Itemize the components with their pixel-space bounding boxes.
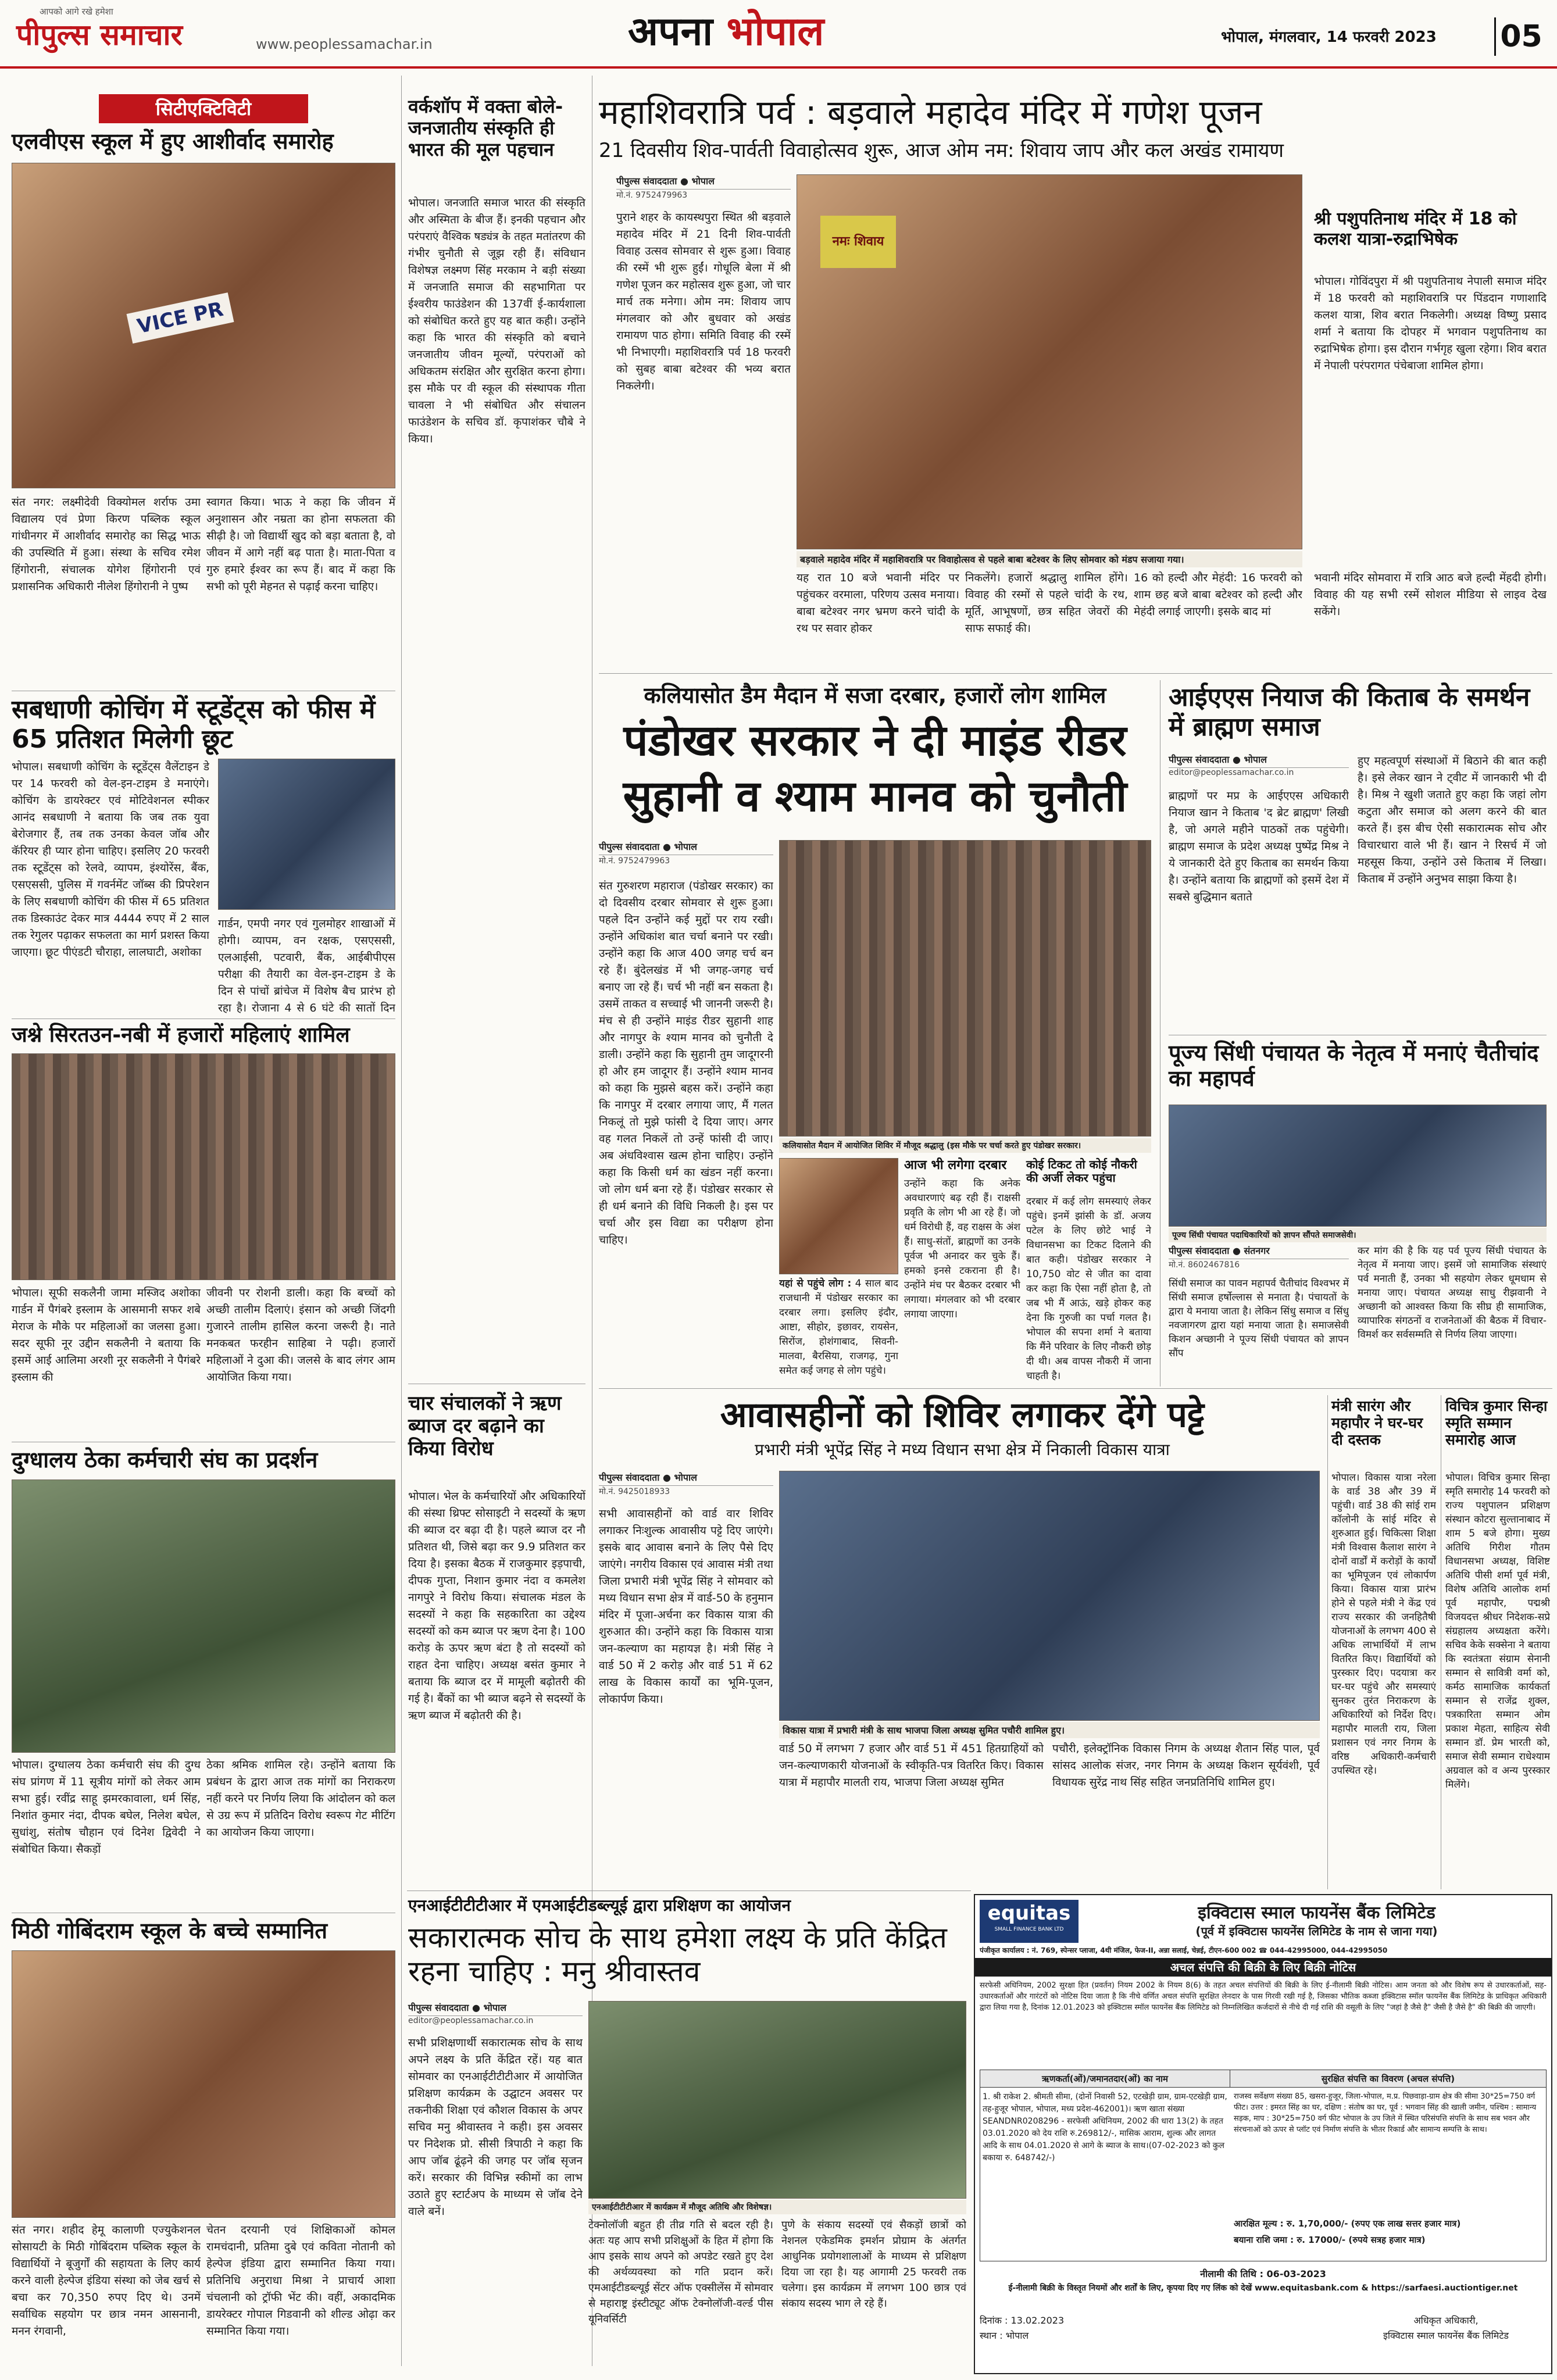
bank-table-header-right: सुरक्षित संपत्ति का विवरण (अचल संपत्ति) <box>1230 2070 1546 2088</box>
top-story-byline: पीपुल्स संवाददाता ● भोपाल मो.नं. 9752479963 <box>616 174 791 201</box>
story5-text-left <box>12 2222 201 2374</box>
sindhi-byline-place: संतनगर <box>1244 1245 1270 1256</box>
bank-auction-date: नीलामी की तिथि : 06-03-2023 <box>1200 2268 1326 2279</box>
story2-para1: भोपाल। सबधाणी कोचिंग के स्टूडेंट्स वैलेंटाइन डे पर 14 फरवरी को वेल-इन-टाइम डे मनाएंगे। कोचिंग के डायरेक्टर एवं मोटिवेशनल स्पीकर आनंद सबधाणी ने बताया कि जब तक युवा बेरोजगार हैं, तब तक उनका केवल जॉब और कॅरियर ही प्यार होना चाहिए। इसलिए 20 फरवरी तक स्टूडेंट्स को रेलवे, व्यापम, इंश्योरेंस, बैंक, एसएससी, पुलिस में गवर्नमेंट जॉब्स की प्रिपरेशन के लिए सबधाणी कोचिंग की फीस में 65 प्रतिशत तक डिस्काउंट देकर मात्र 4444 रुपए में 2 साल तक रेगुलर पढ़ाकर सफलता का मार्ग प्रशस्त किया जाएगा। छूट पीएंडटी चौराहा, लालघाटी, अशोका <box>12 760 209 959</box>
inset-caption-text: 4 साल बाद राजधानी में पंडोखर सरकार का दरबार लगा। इसलिए इंदौर, आष्टा, सीहोर, इछावर, रायसेन, सिरोंज, होशंगाबाद, सिवनी-मालवा, बैरसिया, राजगढ़, गुना समेत कई जगह से लोग पहुंचे। <box>779 1278 898 1377</box>
bank-logo-text: equitas <box>987 1902 1071 1925</box>
loan-headline: चार संचालकों ने ऋण ब्याज दर बढ़ाने का किया विरोध <box>408 1392 562 1461</box>
loan-para: भोपाल। भेल के कर्मचारियों और अधिकारियों की संस्था थ्रिफ्ट सोसाइटी ने सदस्यों के ऋण की ब्याज दर बढ़ा दी है। पहले ब्याज दर नौ प्रतिशत थी, जिसे बढ़ा कर 9.9 प्रतिशत कर दिया है। इसका बैठक में राजकुमार इड़पाची, दीपक गुप्ता, निशान कुमार नंदा व कमलेश नागपुरे ने विरोध किया। संचालक मंडल के सदस्यों ने कहा कि सहकारिता का उद्देश्य सदस्यों को कम ब्याज पर ऋण देना है। 100 करोड़ के ऊपर ऋण बंटा है तो सदस्यों को राहत देना चाहिए। अध्यक्ष बसंत कुमार ने बताया कि ब्याज दर में मामूली बढ़ोतरी की गई है। बैंकों का भी ब्याज बढ़ने से सदस्यों के ऋण ब्याज में बढ़ोतरी की है। <box>408 1490 585 1722</box>
bank-property-cell: राजस्व सर्वेक्षण संख्या 85, खसरा-हुजूर, जिला-भोपाल, म.प्र. पिछवाड़ा-ग्राम क्षेत्र की सीमा 30*25=750 वर्ग फीट। उत्तर : इमरत सिंह का घर, दक्षिण : संतोष का घर, पूर्व : भगवान सिंह की खाली जमीन, पश्चिम : सामान्य सड़क, माप : 30*25=750 वर्ग फीट भोपाल के उप जिले में स्थित परिसंपत्ति संपत्ति के साथ सब भवन और संरचनाओं को ऊपर से प्लॉट एवं निर्माण संपत्ति के भीतर रिकार्ड और सामान्य सम्पत्ति के साथ। <box>1234 2092 1537 2134</box>
bank-table <box>980 2070 1547 2261</box>
sindhi-text-left <box>1169 1277 1349 1384</box>
story1-photo-sash: VICE PR <box>127 292 234 344</box>
section-title <box>628 8 824 55</box>
awas-byline-phone: मो.नं. 9425018933 <box>599 1487 670 1496</box>
sinha-headline: विचित्र कुमार सिन्हा स्मृति सम्मान समारोह आज <box>1445 1398 1548 1448</box>
darbar-today-para: उन्होंने कहा कि अनेक अवधारणाएं बढ़ रही हैं। राक्षसी प्रवृति के लोग भी आ रहे हैं। जो धर्म विरोधी हैं, वह राक्षस के अंश हैं। साधु-संतों, ब्राह्मणों का उनके पूर्वज भी अनादर कर चुके हैं। हमको इनसे टकराना ही है। उन्होंने मंच पर बैठकर दरबार भी लगाया। मंगलवार को भी दरबार लगाया जाएगा। <box>904 1178 1020 1320</box>
lead-byline-place: भोपाल <box>674 841 697 852</box>
awas-byline-name: पीपुल्स संवाददाता <box>599 1472 660 1483</box>
sindhi-para2: कर मांग की है कि यह पर्व पूज्य सिंधी पंचायत के नेतृत्व में मनाया जाए। इसमें जो सामाजिक संस्थाएं पर्व मनाती हैं, उनका भी सहयोग लेकर धूमधाम से मनाया जाए। पंचायत अध्यक्ष साधु रीझवानी ने अच्छानी को आश्वस्त किया कि सीघ्र ही सामाजिक, व्यापारिक संगठनों व राजनेताओं की बैठक में विचार-विमर्श कर सर्वसम्मति से निर्णय लिया जाएगा। <box>1358 1245 1547 1341</box>
story1-headline: एलवीएस स्कूल में हुए आशीर्वाद समारोह <box>12 128 334 154</box>
sinha-para: भोपाल। विचित्र कुमार सिन्हा स्मृति समारोह 14 फरवरी को राज्य पशुपालन प्रशिक्षण संस्थान कोटरा सुल्तानाबाद में शाम 5 बजे होगा। मुख्य अतिथि गिरीश गौतम विधानसभा अध्यक्ष, विशिष्ट अतिथि पीसी शर्मा पूर्व मंत्री, विशेष अतिथि आलोक शर्मा पूर्व महापौर, पद्मश्री विजयदत्त श्रीधर निदेशक-सप्रे संग्रहालय अध्यक्षता करेंगे। सचिव केके सक्सेना ने बताया कि स्वतंत्रता संग्राम सेनानी सम्मान से सावित्री वर्मा को, कर्मठ सामाजिक कार्यकर्ता सम्मान से राजेंद्र शुक्ल, पत्रकारिता सम्मान ओम प्रकाश मेहता, साहित्य सेवी सम्मान डॉ. प्रेम भारती को, समाज सेवी सम्मान राधेश्याम अग्रवाल को व अन्य पुरस्कार मिलेंगे। <box>1445 1472 1550 1791</box>
bank-subtitle: (पूर्व में इक्विटास फायनेंस लिमिटेड के नाम से जाना गया) <box>1195 1924 1438 1938</box>
sindhi-byline-name: पीपुल्स संवाददाता <box>1169 1245 1230 1256</box>
bank-table-header-left: ऋणकर्ता(ओं)/जमानतदार(ओं) का नाम <box>980 2070 1230 2088</box>
story4-headline: दुग्धालय ठेका कर्मचारी संघ का प्रदर्शन <box>12 1447 318 1473</box>
bank-address: पंजीकृत कार्यालय : नं. 769, स्पेन्सर प्लाजा, 4थी मंजिल, फेज-II, अन्ना सलाई, चेन्नई, टीएन-600 002 ☎ 044-42995000, 044-42995050 <box>980 1946 1388 1954</box>
ticket-headline: कोई टिकट तो कोई नौकरी की अर्जी लेकर पहुंचा <box>1026 1157 1137 1185</box>
awas-byline: पीपुल्स संवाददाता ● भोपाल मो.नं. 9425018933 <box>599 1471 773 1497</box>
top-story-para5: भवानी मंदिर सोमवारा में रात्रि आठ बजे हल्दी मेंहदी होगी। विवाह की यह सभी रस्में सोशल मीडिया से लाइव देख सकेंगे। <box>1314 571 1547 618</box>
ias-byline-name: पीपुल्स संवाददाता <box>1169 754 1230 765</box>
bank-borrower-cell: 1. श्री राकेश 2. श्रीमती सीमा, (दोनों निवासी 52, एटखेड़ी ग्राम, ग्राम-एटखेड़ी ग्राम, तह-हुजूर भोपाल, भोपाल, मध्य प्रदेश-462001)। ऋण खाता संख्या SEANDNR0208296 - सरफेसी अधिनियम, 2002 की धारा 13(2) के तहत 03.01.2020 को देय राशि रु.269812/-, मासिक आराम, शुल्क और लागत आदि के साथ 04.01.2020 से आगे के ब्याज के साथ।(07-02-2023 को कुल बकाया रु. 648742/-) <box>983 2092 1227 2163</box>
bank-reserve-price: आरक्षित मूल्य : रु. 1,70,000/- (रुपए एक लाख सत्तर हजार मात्र) <box>1234 2218 1461 2229</box>
darbar-photo <box>779 840 1151 1137</box>
story5-photo <box>12 1950 395 2218</box>
loan-text <box>408 1488 585 1907</box>
temple-photo-caption: बड़वाले महादेव मंदिर में महाशिवरात्रि पर विवाहोत्सव से पहले बाबा बटेश्वर के लिए सोमवार को मंडप सजाया गया। <box>797 551 1302 567</box>
page-number: 05 <box>1494 17 1547 56</box>
top-story-text4 <box>1134 570 1302 669</box>
pashupati-text <box>1314 273 1547 549</box>
top-story-text2 <box>797 570 959 669</box>
sindhi-byline: पीपुल्स संवाददाता ● संतनगर मो.नं. 8602467816 <box>1169 1244 1349 1270</box>
awas-byline-place: भोपाल <box>674 1472 697 1483</box>
dateline: भोपाल, मंगलवार, 14 फरवरी 2023 <box>1221 28 1437 46</box>
top-story-text5 <box>1314 570 1547 669</box>
ticket-text <box>1026 1195 1151 1384</box>
story3-para2: जीवनी पर रोशनी डाली। कहा कि बच्चों को अच्छी तालीम दिलाएं। इंसान को अच्छी जिंदगी गुजारने तालीम हासिल करना जरूरी है। नाते मनकबत फरहीन साहिबा ने पढ़ी। हजारों महिलाओं ने दुआ की। जलसे के बाद लंगर आम आयोजित किया गया। <box>206 1287 395 1384</box>
sarang-text <box>1331 1471 1436 1884</box>
ias-text-left <box>1169 788 1349 1032</box>
section-title-b: भोपाल <box>726 8 824 55</box>
pashupati-headline: श्री पशुपतिनाथ मंदिर में 18 को कलश यात्रा-रुद्राभिषेक <box>1314 209 1517 249</box>
bank-notice <box>974 1894 1552 2374</box>
lead-headline-1: पंडोखर सरकार ने दी माइंड रीडर <box>623 716 1127 766</box>
darbar-today-headline: आज भी लगेगा दरबार <box>904 1158 1007 1173</box>
story3-photo <box>12 1053 395 1280</box>
paper-website[interactable]: www.peoplessamachar.in <box>256 36 433 52</box>
pandokhar-inset-caption <box>779 1277 898 1384</box>
awas-photo <box>779 1471 1320 1721</box>
sindhi-photo-caption: पूज्य सिंधी पंचायत पदाधिकारियों को ज्ञापन सौंपते समाजसेवी। <box>1169 1228 1547 1242</box>
story3-para1: भोपाल। सूफी सकलैनी जामा मस्जिद अशोका गार्डन में पैगंबरे इस्लाम के आसमानी सफर शबे मेराज के मौके पर महिलाओं का जलसा हुआ। सदर सूफी नूर उद्दीन सकलैनी ने बताया कि इसमें आई आलिमा अरशी नूर सकलैनी ने पैगंबरे इस्लाम की <box>12 1287 201 1384</box>
bank-emd: बयाना राशि जमा : रु. 17000/- (रुपये सत्रह हजार मात्र) <box>1234 2235 1426 2245</box>
awas-para3: पचौरी, इलेक्ट्रॉनिक विकास निगम के अध्यक्ष शैतान सिंह पाल, पूर्व सांसद आलोक संजर, नगर निगम के अध्यक्ष किशन सूर्यवंशी, पूर्व विधायक सुरेंद्र नाथ सिंह सहित जनप्रतिनिधि शामिल हुए। <box>1052 1742 1320 1789</box>
lead-text <box>599 878 773 1384</box>
bank-logo-sub: SMALL FINANCE BANK LTD <box>994 1927 1064 1932</box>
bank-sign-1: अधिकृत अधिकारी, <box>1413 2315 1479 2326</box>
awas-photo-caption: विकास यात्रा में प्रभारी मंत्री के साथ भाजपा जिला अध्यक्ष सुमित पचौरी शामिल हुए। <box>779 1722 1320 1738</box>
bank-sign-2: इक्विटास स्माल फायनेंस बैंक लिमिटेड <box>1383 2330 1509 2341</box>
nitttr-photo-caption: एनआईटीटीटीआर में कार्यक्रम में मौजूद अतिथि और विशेषज्ञ। <box>588 2200 966 2214</box>
sindhi-byline-phone: मो.नं. 8602467816 <box>1169 1260 1240 1270</box>
sindhi-para1: सिंधी समाज का पावन महापर्व चैतीचांद विश्वभर में सिंधी समाज हर्षोल्लास से मनाता है। पंचायतों के द्वारा ये मनाया जाता है। लेकिन सिंधु समाज व सिंधु नवजागरण द्वारा यहां मनाया जाता है। समाजसेवी किशन अच्छानी ने पूज्य सिंधी पंचायत को ज्ञापन सौंप <box>1169 1278 1349 1359</box>
ias-byline-place: भोपाल <box>1244 754 1267 765</box>
top-story-para2: यह रात 10 बजे भवानी मंदिर पर पहुंचकर वरमाला, परिणय उत्सव मनाया। बाबा बटेश्वर नगर भ्रमण करने चांदी के रथ पर सवार होकर <box>797 571 959 635</box>
story2-para2: गार्डन, एमपी नगर एवं गुलमोहर शाखाओं में होगी। व्यापम, वन रक्षक, एसएससी, एलआईसी, पटवारी, बैंक, आईबीपीएस परीक्षा की तैयारी का वेल-इन-टाइम डे के दिन से पांचों ब्रांचेज में विशेष बैच प्रारंभ हो रहा है। रोजाना 4 से 6 घंटे की सातों दिन <box>218 917 395 1014</box>
lead-byline-name: पीपुल्स संवाददाता <box>599 841 660 852</box>
masthead <box>0 0 1557 69</box>
nitttr-para2: टेक्नोलॉजी बहुत ही तीव्र गति से बदल रही है। अतः यह आप सभी प्रशिक्षुओं के हित में होगा कि आप इसके साथ अपने को अपडेट रखते हुए देश की अर्थव्यवस्था को गति प्रदान करें। एमआईटीडब्ल्यूई सेंटर ऑफ एक्सीलेंस में सोमवार से महाराष्ट्र इंस्टीट्यूट ऑफ टेक्नोलॉजी-वर्ल्ड पीस यूनिवर्सिटी <box>588 2219 773 2325</box>
temple-photo <box>797 174 1302 549</box>
bank-notice-text: सरफेसी अधिनियम, 2002 सुरक्षा हित (प्रवर्तन) नियम 2002 के नियम 8(6) के तहत अचल संपत्तियों की बिक्री के लिए ई-नीलामी बिक्री नोटिस। आम जनता को और विशेष रूप से उधारकर्ताओं, सह-उधारकर्ताओं और गारंटरों को नोटिस दिया जाता है कि नीचे वर्णित अचल संपत्ति सुरक्षित लेनदार के पास गिरवी रखी गई है, जिसका भौतिक कब्जा इक्विटास स्मॉल फायनेंस बैंक लिमिटेड के प्राधिकृत अधिकारी द्वारा लिया गया है, दिनांक 12.01.2023 को इक्विटास स्मॉल फायनेंस बैंक लिमिटेड को निम्नलिखित कर्जदारों से नीचे दी गई राशि की वसूली के लिए "जहां है जैसे है" जैसी है जैसे है" की बिक्री की जाएगी। <box>980 1981 1547 2012</box>
nitttr-photo <box>588 2001 966 2199</box>
lead-para: संत गुरुशरण महाराज (पंडोखर सरकार) का दो दिवसीय दरबार सोमवार से शुरू हुआ। पहले दिन उन्होंने कई मुद्दों पर राय रखी। उन्होंने अधिकांश बात चर्चा बनाने पर रखी। उन्होंने कहा कि आज 400 जगह चर्च बन रहे हैं। बुंदेलखंड में भी जगह-जगह चर्च बनाए जा रहे हैं। चर्च भी नहीं बन सकता है। उसमें ताकत व सच्चाई भी जाननी जरूरी है। मंच से ही उन्होंने माइंड रीडर सुहानी शाह और नागपुर के श्याम मानव को चुनौती दे डाली। उन्होंने कहा कि सुहानी तुम जादूगरनी हो और हम जादूगर हैं। उन्होंने श्याम मानव को कहा कि मुझसे बहस करें। उन्होंने कहा कि नागपुर में दरबार लगाया जाए, मैं गलत निकलूं तो मुझे फांसी दे दिया जाए। अगर वह गलत निकलें तो उन्हें फांसी दी जाए। अब अंधविश्वास खत्म होना चाहिए। उन्होंने कहा कि किसी धर्म का खंडन नहीं करना। जो लोग धर्म बना रहे हैं। पंडोखर सरकार से ही धर्म बनाने की विधि निकली है। इस पर चर्चा और इस विद्या का परीक्षण होना चाहिए। <box>599 880 773 1246</box>
story1-photo <box>12 163 395 488</box>
story1-text-left <box>12 494 201 686</box>
paper-logo <box>16 6 260 52</box>
top-story-headline: महाशिवरात्रि पर्व : बड़वाले महादेव मंदिर में गणेश पूजन <box>599 92 1262 132</box>
darbar-today-text <box>904 1177 1020 1384</box>
workshop-text <box>408 195 585 779</box>
sinha-text <box>1445 1471 1550 1884</box>
nitttr-byline-name: पीपुल्स संवाददाता <box>408 2002 469 2013</box>
story4-text-left <box>12 1757 201 1908</box>
nitttr-text1 <box>408 2035 583 2374</box>
nitttr-byline-place: भोपाल <box>483 2002 506 2013</box>
awas-headline: आवासहीनों को शिविर लगाकर देंगे पट्टे <box>720 1395 1205 1435</box>
nitttr-para3: पुणे के संकाय सदस्यों एवं सैकड़ों छात्रों को नेशनल एकेडमिक इमर्शन प्रोग्राम के अंतर्गत आधुनिक प्रयोगशालाओं के माध्यम से प्रशिक्षण दिया जा रहा है। यह आगामी 25 फरवरी तक चलेगा। इस कार्यक्रम में लगभग 100 छात्र एवं संकाय सदस्य भाग ले रहे हैं। <box>781 2219 966 2310</box>
story4-photo <box>12 1480 395 1753</box>
nitttr-text3 <box>781 2217 966 2374</box>
story1-para2: स्वागत किया। भाऊ ने कहा कि जीवन में अनुशासन और नम्रता का होना सफलता की सीढ़ी है। जो विद्यार्थी खुद को बड़ा बताता है, वो जीवन में आगे नहीं बढ़ पाता है। माता-पिता व गुरु हमारे ईश्वर का रूप हैं। बाद में कहा कि सभी को पूरी मेहनत से पढ़ाई करना चाहिए। <box>206 496 395 593</box>
bank-date: दिनांक : 13.02.2023 <box>980 2315 1065 2326</box>
pashupati-para: भोपाल। गोविंदपुरा में श्री पशुपतिनाथ नेपाली समाज मंदिर में 18 फरवरी को महाशिवरात्रि पर पिंडदान गणाशादि कलश यात्रा, शिव बरात निकलेगी। अध्यक्ष विष्णु प्रसाद शर्मा ने बताया कि दोपहर में भगवान पशुपतिनाथ का रुद्राभिषेक होगा। इस दौरान गर्भगृह खुला रहेगा। शिव बरात में नेपाली परंपरागत पंचेबाजा शामिल होगा। <box>1314 275 1547 372</box>
story2-text-left <box>12 759 209 1014</box>
lead-headline-2: सुहानी व श्याम मानव को चुनौती <box>623 771 1127 821</box>
ias-text-right <box>1358 753 1547 1032</box>
story4-text-right <box>206 1757 395 1908</box>
section-title-a: अपना <box>628 8 727 55</box>
awas-text2 <box>779 1741 1044 1884</box>
sindhi-headline: पूज्य सिंधी पंचायत के नेतृत्व में मनाएं चैतीचांद का महापर्व <box>1169 1040 1539 1091</box>
nitttr-kicker: एनआईटीटीटीआर में एमआईटीडब्ल्यूई द्वारा प्रशिक्षण का आयोजन <box>408 1896 791 1915</box>
nitttr-byline-email[interactable]: editor@peoplessamachar.co.in <box>408 2016 534 2025</box>
sindhi-photo <box>1169 1105 1547 1227</box>
nitttr-byline: पीपुल्स संवाददाता ● भोपाल editor@peoplessamachar.co.in <box>408 2001 583 2025</box>
story2-headline: सबधाणी कोचिंग में स्टूडेंट्स को फीस में 65 प्रतिशत मिलेगी छूट <box>12 695 376 754</box>
top-story-para3: निकलेंगे। हजारों श्रद्धालु शामिल होंगे। विवाह की रस्मों से पहले चांदी के रथ, मूर्ति, आभूषणों, छत्र सहित जेवरों की साफ सफाई की। <box>965 571 1128 635</box>
bank-logo <box>980 1900 1079 1943</box>
awas-para2: वार्ड 50 में लगभग 7 हजार और वार्ड 51 में 451 हितग्राहियों को जन-कल्याणकारी योजनाओं के स्वीकृति-पत्र वितरित किए। विकास यात्रा में महापौर मालती राय, भाजपा जिला अध्यक्ष सुमित <box>779 1742 1044 1789</box>
ias-headline: आईएएस नियाज की किताब के समर्थन में ब्राह्मण समाज <box>1169 682 1530 742</box>
inset-caption-bold: यहां से पहुंचे लोग : <box>779 1278 852 1289</box>
lead-byline-phone: मो.नं. 9752479963 <box>599 856 670 866</box>
story1-para1: संत नगर: लक्ष्मीदेवी विक्योमल शर्राफ उमा विद्यालय एवं प्रेणा किरण पब्लिक स्कूल गांधीनगर में आशीर्वाद समारोह का सिद्ध भाऊ की उपस्थिति में हुआ। संस्था के सचिव रमेश हिंगोरानी, संचालक योगेश हिंगोरानी एवं प्रशासनिक अधिकारी नीलेश हिंगोरानी ने पुष्प <box>12 496 201 593</box>
byline-place: भोपाल <box>691 176 715 187</box>
city-activity-tag: सिटीएक्टिविटी <box>99 94 308 123</box>
ias-byline-email[interactable]: editor@peoplessamachar.co.in <box>1169 768 1294 777</box>
ticket-para: दरबार में कई लोग समस्याएं लेकर पहुंचे। इनमें झांसी के डॉ. अजय पटेल के लिए छोटे भाई ने विधानसभा का टिकट दिलाने की बात कही। पंडोखर सरकार ने 10,750 वोट से जीत का दावा कर कहा कि ऐसा नहीं होता है, तो जब भी मैं आऊं, खड़े होकर कह देना कि गुरुजी का पर्चा गलत है। भोपाल की सपना शर्मा ने बताया कि मैंने परिवार के लिए नौकरी छोड़ दी थी। अब वापस नौकरी में जाना चाहती है। <box>1026 1196 1151 1382</box>
awas-subhead: प्रभारी मंत्री भूपेंद्र सिंह ने मध्य विधान सभा क्षेत्र में निकाली विकास यात्रा <box>755 1440 1170 1459</box>
story5-para1: संत नगर। शहीद हेमू कालाणी एज्युकेशनल सोसायटी के मिठी गोबिंदराम पब्लिक स्कूल के विद्यार्थियों ने बूजुर्गों की सहायता के लिए कार्य करने वाली हेल्पेज इंडिया संस्था को जेब खर्च से बचा कर 70,350 रुपए दिए थे। उनमें सर्वाधिक सहयोग पर छात्र नमन आसनानी, मनन रंगवानी, <box>12 2224 201 2338</box>
paper-tagline: आपको आगे रखे हमेशा <box>40 6 113 17</box>
ias-byline: पीपुल्स संवाददाता ● भोपाल editor@peoplessamachar.co.in <box>1169 753 1349 777</box>
story5-headline: मिठी गोबिंदराम स्कूल के बच्चे सम्मानित <box>12 1918 327 1943</box>
story3-text-right <box>206 1285 395 1437</box>
awas-text3 <box>1052 1741 1320 1884</box>
nitttr-text2 <box>588 2217 773 2374</box>
bank-title: इक्विटास स्माल फायनेंस बैंक लिमिटेड <box>1198 1903 1435 1923</box>
story3-text-left <box>12 1285 201 1437</box>
story2-photo <box>218 759 395 910</box>
awas-para1: सभी आवासहीनों को वार्ड वार शिविर लगाकर निःशुल्क आवासीय पट्टे दिए जाएंगे। इसके बाद आवास बनाने के लिए पैसे दिए जाएंगे। नगरीय विकास एवं आवास मंत्री तथा जिला प्रभारी मंत्री भूपेंद्र सिंह ने सोमवार को मध्य विधान सभा क्षेत्र में वार्ड-50 के हनुमान मंदिर में पूजा-अर्चना कर विकास यात्रा की शुरुआत की। उन्होंने कहा कि विकास यात्रा जन-कल्याण का महायज्ञ है। मंत्री सिंह ने वार्ड 50 में 2 करोड़ और वार्ड 51 में 62 लाख के विकास कार्यों का भूमि-पूजन, लोकार्पण किया। <box>599 1507 773 1706</box>
darbar-photo-caption: कलियासोत मैदान में आयोजित शिविर में मौजूद श्रद्धालु (इस मौके पर चर्चा करते हुए पंडोखर सरकार। <box>779 1138 1151 1153</box>
top-story-para1: पुराने शहर के कायस्थपुरा स्थित श्री बड़वाले महादेव मंदिर में 21 दिनी शिव-पार्वती विवाह उत्सव सोमवार से शुरू हुआ। विवाह की रस्में भी शुरू हुईं। गोधूलि बेला में श्री गणेश पूजन कर महोत्सव शुरू हुआ, जो चार मार्च तक मनेगा। ओम नम: शिवाय जाप मंगलवार को और बुधवार को अखंड रामायण पाठ होगा। समिति विवाह की रस्में भी निभाएगी। महाशिवरात्रि पर्व 18 फरवरी को सुबह बाबा बटेश्वर की भव्य बरात निकलेगी। <box>616 211 791 392</box>
ias-para1: ब्राह्मणों पर मप्र के आईएएस अधिकारी नियाज खान ने किताब 'द ब्रेट ब्राह्मण' लिखी है, जो अगले महीने पाठकों तक पहुंचेगी। ब्राह्मण समाज के प्रदेश अध्यक्ष पुष्पेंद्र मिश्र ने ये जानकारी देते हुए किताब का समर्थन किया है। उन्होंने बताया कि ब्राह्मणों को इसमें देश में सबसे बुद्धिमान बताते <box>1169 789 1349 903</box>
paper-name: पीपुल्स समाचार <box>16 17 183 52</box>
story4-para1: भोपाल। दुग्धालय ठेका कर्मचारी संघ की दुग्ध संघ प्रांगण में 11 सूत्रीय मांगों को लेकर आम सभा हुई। रवींद्र साहू झमरकावाला, धर्म सिंह, निशांत कुमार नंदा, दीपक बघेल, निलेश बघेल, सुधांशु, संतोष चौहान एवं दिनेश द्विवेदी ने संबोधित किया। सैकड़ों <box>12 1759 201 1856</box>
top-story-text1 <box>616 209 791 549</box>
nitttr-headline: सकारात्मक सोच के साथ हमेशा लक्ष्य के प्रति केंद्रित रहना चाहिए : मनु श्रीवास्तव <box>408 1921 947 1988</box>
top-story-text3 <box>965 570 1128 669</box>
byline-phone: मो.नं. 9752479963 <box>616 191 688 200</box>
bank-place: स्थान : भोपाल <box>980 2330 1029 2341</box>
story5-text-right <box>206 2222 395 2374</box>
story1-text-right <box>206 494 395 686</box>
byline-name: पीपुल्स संवाददाता <box>616 176 677 187</box>
temple-banner: नमः शिवाय <box>820 216 896 268</box>
story2-text-right <box>218 916 395 1014</box>
lead-kicker: कलियासोत डैम मैदान में सजा दरबार, हजारों लोग शामिल <box>644 682 1106 708</box>
top-story-para4: 16 को हल्दी और मेहंदी: 16 फरवरी को शाम छह बजे बाबा बटेश्वर को हल्दी और मेहंदी लगाई जाएगी। इसके बाद मां <box>1134 571 1302 618</box>
pandokhar-photo <box>779 1158 898 1274</box>
workshop-headline: वर्कशॉप में वक्ता बोले- जनजातीय संस्कृति ही भारत की मूल पहचान <box>408 95 563 160</box>
sindhi-text-right <box>1358 1244 1547 1384</box>
bank-notice-heading: अचल संपत्ति की बिक्री के लिए बिक्री नोटिस <box>975 1958 1551 1977</box>
story5-para2: चेतन दरयानी एवं शिक्षिकाओं कोमल रामचंदानी, प्रतिमा दुबे एवं कविता नोतानी को हेल्पेज इंडिया द्वारा सम्मानित किया गया। प्रतिनिधि अनुराधा मिश्रा ने प्राचार्य आशा चंचलानी को ट्रॉफी भेंट की। वहीं, अकादमिक डायरेक्टर गोपाल गिडवानी को शील्ड ओढ़ा कर सम्मानित किया गया। <box>206 2224 395 2338</box>
workshop-para: भोपाल। जनजाति समाज भारत की संस्कृति और अस्मिता के बीज हैं। इनकी पहचान और परंपराएं वैश्विक षड्यंत्र के तहत मतांतरण की गंभीर चुनौती से जूझ रही हैं। संविधान विशेषज्ञ लक्ष्मण सिंह मरकाम ने बड़ी संख्या में जनजाति समाज की सहभागिता पर ईश्वरीय फाउंडेशन की 137वीं ई-कार्यशाला को संबोधित करते हुए यह बात कही। उन्होंने कहा कि भारत की संस्कृति को बचाने जनजातीय जीवन मूल्यों, परंपराओं को अधिकतम संरक्षित और सुरक्षित करना होगा। इस मौके पर वी स्कूल की संस्थापक गीता चावला ने भी संबोधित और संचालन फाउंडेशन के सचिव डॉ. कृपाशंकर चौबे ने किया। <box>408 196 585 445</box>
story4-para2: ठेका श्रमिक शामिल रहे। उन्होंने बताया कि प्रबंधन के द्वारा आज तक मांगों का निराकरण नहीं करने पर निर्णय लिया कि आंदोलन को कल से उग्र रूप में प्रतिदिन विरोध स्वरूप गेट मीटिंग का आयोजन किया जाएगा। <box>206 1759 395 1839</box>
top-story-subhead: 21 दिवसीय शिव-पार्वती विवाहोत्सव शुरू, आज ओम नम: शिवाय जाप और कल अखंड रामायण <box>599 139 1284 162</box>
bank-website-line[interactable]: ई-नीलामी बिक्री के विस्तृत नियमों और शर्तों के लिए, कृपया दिए गए लिंक को देखें www.equitasbank.com & https://sarfaesi.auctiontiger.net <box>1008 2283 1518 2293</box>
ias-para2: हुए महत्वपूर्ण संस्थाओं में बिठाने की बात कही है। इसे लेकर खान ने ट्वीट में जानकारी भी दी है। मिश्र ने खुशी जताते हुए कहा कि जहां लोग कटुता और समाज को अलग करने की बात करते हैं। इस बीच ऐसी सकारात्मक सोच और विचारधारा वाले भी हैं। खान ने रिसर्च में जो महसूस किया, उन्होंने उसे किताब में लिखा। किताब में उन्होंने अनुभव साझा किया है। <box>1358 755 1547 885</box>
lead-byline: पीपुल्स संवाददाता ● भोपाल मो.नं. 9752479963 <box>599 840 773 866</box>
nitttr-para1: सभी प्रशिक्षणार्थी सकारात्मक सोच के साथ अपने लक्ष्य के प्रति केंद्रित रहें। यह बात सोमवार का एनआईटीटीटीआर में आयोजित प्रशिक्षण कार्यक्रम के उद्घाटन अवसर पर तकनीकी शिक्षा एवं कौशल विकास के अपर सचिव मनु श्रीवास्तव ने कही। इस अवसर पर निदेशक प्रो. सीसी त्रिपाठी ने कहा कि आप जॉब ढूंढ़ने की जगह पर जॉब सृजन करें। सरकार की विभिन्न स्कीमों का लाभ उठाते हुए स्टार्टअप के माध्यम से जॉब देने वाले बनें। <box>408 2036 583 2218</box>
sarang-para: भोपाल। विकास यात्रा नरेला के वार्ड 38 और 39 में पहुंची। वार्ड 38 की सांई राम कॉलोनी के सांई मंदिर से शुरुआत हुई। चिकित्सा शिक्षा मंत्री विश्वास कैलाश सारंग ने दोनों वार्डों में करोड़ों के कार्यों का भूमिपूजन एवं लोकार्पण किया। विकास यात्रा प्रारंभ होने से पहले मंत्री ने केंद्र एवं राज्य सरकार की जनहितैषी योजनाओं के लगभग 400 से अधिक लाभार्थियों में लाभ वितरित किए। विद्यार्थियों को पुरस्कार दिए। पदयात्रा कर घर-घर पहुंचे और समस्याएं सुनकर तुरंत निराकरण के अधिकारियों को निर्देश दिए। महापौर मालती राय, जिला प्रशासन एवं नगर निगम के वरिष्ठ अधिकारी-कर्मचारी उपस्थित रहे। <box>1331 1472 1436 1777</box>
story3-headline: जश्ने सिरतउन-नबी में हजारों महिलाएं शामिल <box>12 1023 350 1047</box>
awas-text1 <box>599 1506 773 1884</box>
sarang-headline: मंत्री सारंग और महापौर ने घर-घर दी दस्तक <box>1331 1398 1423 1448</box>
